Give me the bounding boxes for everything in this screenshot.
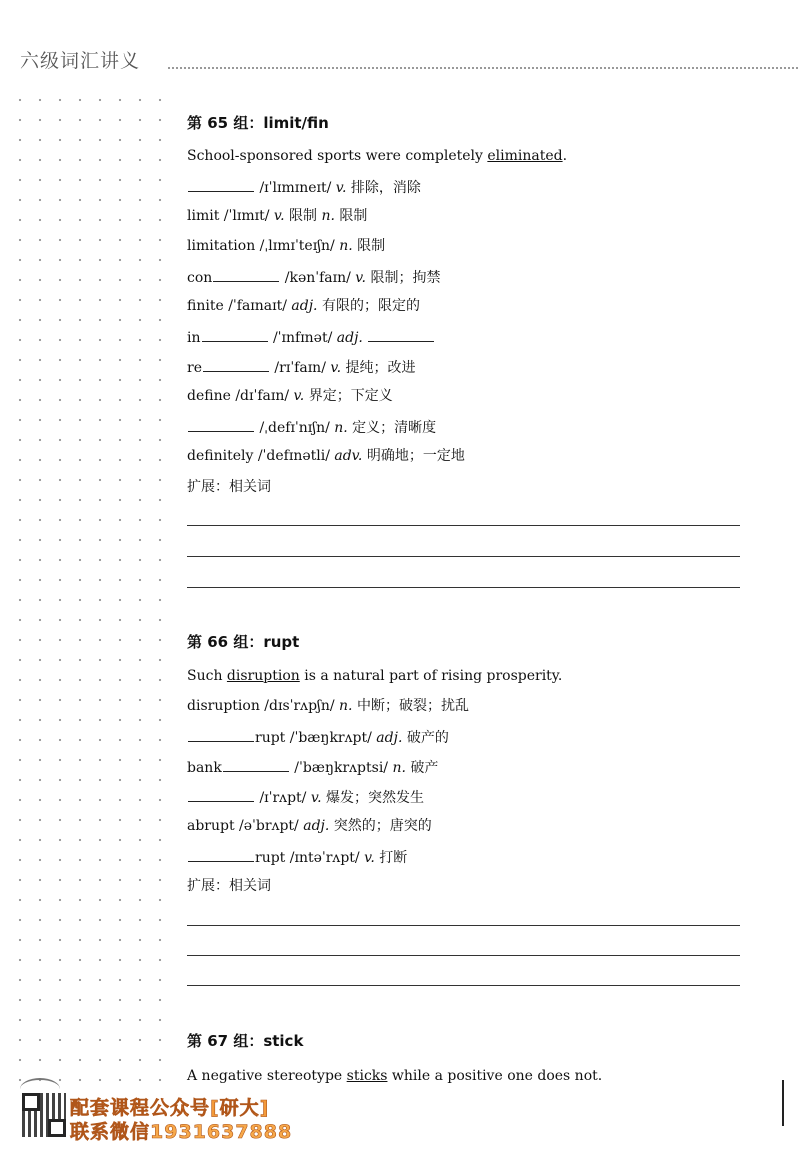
fill-blank[interactable] [188,177,254,192]
meaning: 限制 [352,238,386,254]
group-67-example-sentence [187,1067,602,1085]
writing-line[interactable] [187,955,740,956]
vocab-entry [187,757,438,777]
phonetic: /rɪˈfaɪn/ [269,360,331,376]
vocab-entry [187,267,440,287]
part-of-speech: v. [335,180,347,196]
word-prefix: bank [187,760,222,776]
word-suffix: rupt [255,730,286,746]
group-65-example-sentence [187,147,567,165]
part-of-speech: adj. [376,730,403,746]
part-of-speech: n. [334,420,348,436]
promo-line-1: 配套课程公众号[研大] [70,1097,270,1119]
sentence-text: while a positive one does not. [387,1068,603,1084]
meaning: 限制 [284,208,322,224]
meaning: 限制；拘禁 [366,270,441,286]
fill-blank[interactable] [213,267,279,282]
meaning-fill-blank[interactable] [368,327,434,342]
vocab-entry [187,417,436,437]
part-of-speech: adv. [334,448,363,464]
phonetic: /ˈdefɪnətli/ [253,448,335,464]
fill-blank[interactable] [223,757,289,772]
part-of-speech: n. [339,698,353,714]
writing-line[interactable] [187,985,740,986]
page-edge-mark [782,1080,784,1126]
word: define [187,388,231,404]
phonetic: /dɪˈfaɪn/ [230,388,294,404]
word: definitely [187,448,254,464]
extension-label: 扩展：相关词 [187,479,271,495]
meaning: 打断 [374,850,408,866]
part-of-speech: v. [273,208,285,224]
sentence-keyword: eliminated [487,148,563,164]
part-of-speech: v. [355,270,366,286]
vocab-entry [187,297,420,315]
vocab-entry [187,177,421,197]
word: limitation [187,238,256,254]
fill-blank[interactable] [188,787,254,802]
group-66-example-sentence [187,667,562,685]
phonetic: /dɪsˈrʌpʃn/ [259,698,340,714]
vocab-entry [187,847,407,867]
fill-blank[interactable] [188,847,254,862]
sentence-text: School-sponsored sports were completely [187,148,488,164]
qr-code-icon[interactable] [22,1093,66,1137]
word-prefix: in [187,330,201,346]
fill-blank[interactable] [202,327,268,342]
phonetic: /kənˈfaɪn/ [280,270,356,286]
vocab-entry [187,237,385,255]
vocab-entry [187,207,367,225]
extension-label: 扩展：相关词 [187,878,271,894]
word-suffix: rupt [255,850,286,866]
fill-blank[interactable] [203,357,269,372]
phonetic: /ˈlɪmɪt/ [219,208,274,224]
meaning: 破产 [405,760,439,776]
group-67-title: 第 67 组：stick [187,1032,304,1050]
word: limit [187,208,220,224]
phonetic: /ˈɪnfɪnət/ [268,330,337,346]
promo-line-2: 联系微信1931637888 [70,1121,293,1143]
vocab-entry [187,787,424,807]
part-of-speech: v. [310,790,322,806]
meaning: 界定；下定义 [304,388,393,404]
phonetic: /ˈbæŋkrʌpt/ [285,730,377,746]
writing-line[interactable] [187,525,740,526]
sentence-text: . [562,148,568,164]
part-of-speech: adj. [303,818,330,834]
part-of-speech: n. [392,760,406,776]
meaning: 有限的；限定的 [317,298,420,314]
word: abrupt [187,818,235,834]
word: finite [187,298,224,314]
phonetic: /ɪntəˈrʌpt/ [285,850,365,866]
phonetic: /ɪˈrʌpt/ [255,790,311,806]
vocab-entry [187,357,416,377]
sentence-text: is a natural part of rising prosperity. [299,668,563,684]
sentence-keyword: disruption [226,668,300,684]
dotted-margin [10,90,172,1090]
meaning: 明确地；一定地 [362,448,465,464]
meaning: 中断；破裂；扰乱 [352,698,469,714]
group-65-title: 第 65 组：limit/fin [187,114,329,132]
phonetic: /ˈfaɪnaɪt/ [223,298,292,314]
phonetic: /əˈbrʌpt/ [234,818,304,834]
meaning: 突然的；唐突的 [329,818,432,834]
phonetic: /ɪˈlɪmɪneɪt/ [255,180,336,196]
group-66-title: 第 66 组：rupt [187,633,300,651]
part-of-speech: adj. [336,330,363,346]
writing-line[interactable] [187,556,740,557]
page-header-title: 六级词汇讲义 [20,50,141,72]
fill-blank[interactable] [188,417,254,432]
phonetic: /ˌlɪmɪˈteɪʃn/ [255,238,340,254]
meaning: 排除，消除 [346,180,421,196]
word-prefix: re [187,360,202,376]
header-divider [168,67,798,69]
meaning: 提纯；改进 [341,360,416,376]
part-of-speech: v. [364,850,375,866]
phonetic: /ˈbæŋkrʌptsi/ [289,760,393,776]
sentence-keyword: sticks [346,1068,388,1084]
vocab-entry [187,387,393,405]
sentence-text: Such [187,668,227,684]
meaning: 爆发；突然发生 [321,790,425,806]
vocab-entry [187,327,435,347]
meaning: 定义；清晰度 [347,420,437,436]
word: disruption [187,698,260,714]
meaning: 限制 [334,208,368,224]
sentence-text: A negative stereotype [187,1068,347,1084]
writing-line[interactable] [187,925,740,926]
word-prefix: con [187,270,213,286]
writing-line[interactable] [187,587,740,588]
vocab-entry [187,697,469,715]
vocab-entry [187,727,449,747]
part-of-speech: v. [293,388,305,404]
phonetic: /ˌdefɪˈnɪʃn/ [255,420,335,436]
part-of-speech: v. [330,360,342,376]
part-of-speech: adj. [291,298,318,314]
meaning: 破产的 [402,730,449,746]
part-of-speech: n. [339,238,353,254]
fill-blank[interactable] [188,727,254,742]
part-of-speech: n. [321,208,335,224]
vocab-entry [187,817,432,835]
vocab-entry [187,447,465,465]
